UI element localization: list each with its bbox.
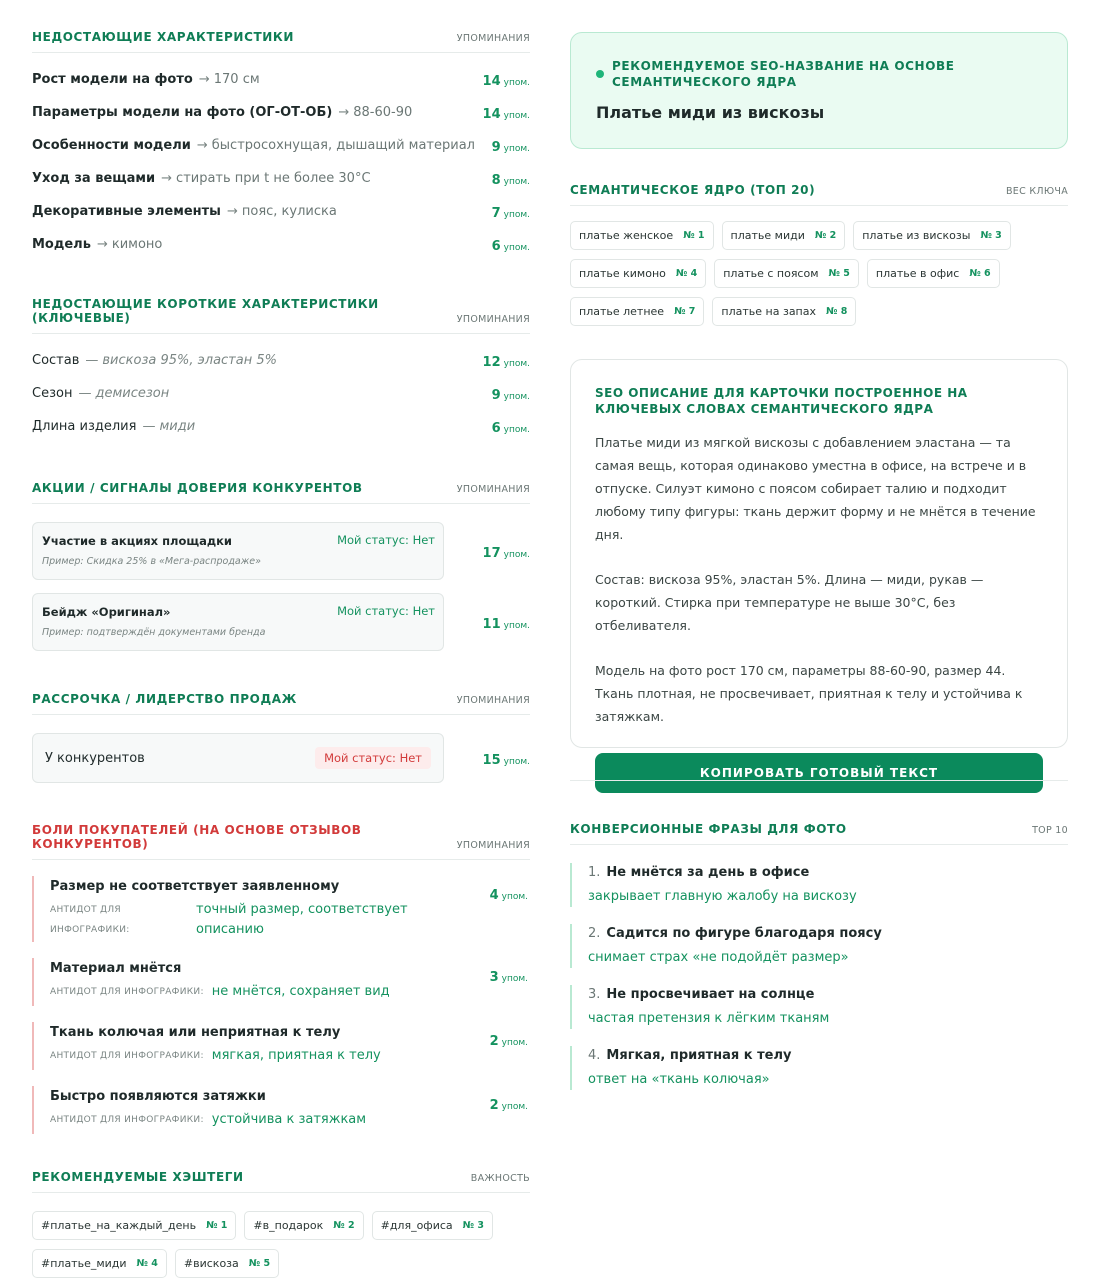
phrase-item [570, 985, 1068, 1029]
antidote-label: АНТИДОТ ДЛЯ ИНФОГРАФИКИ: [50, 987, 204, 997]
keyword-rank: № 6 [969, 268, 991, 279]
hashtag-chip[interactable] [32, 1249, 167, 1278]
pain-antidote [50, 982, 530, 1002]
phrase-text: Не мнётся за день в офисе [606, 865, 810, 880]
phrase-reason: ответ на «ткань колючая» [588, 1072, 770, 1087]
phrase-item [570, 1046, 1068, 1090]
antidote-label: АНТИДОТ ДЛЯ ИНФОГРАФИКИ: [50, 1115, 204, 1125]
mentions-count [490, 1030, 528, 1049]
left-column [32, 30, 530, 1278]
mentions-number: 6 [491, 421, 501, 436]
seo-description-card [570, 359, 1068, 780]
section-title: НЕДОСТАЮЩИЕ КОРОТКИЕ ХАРАКТЕРИСТИКИ (КЛЮЧЕВЫЕ) [32, 297, 379, 325]
pain-item [32, 876, 530, 942]
section-aside: УПОМИНАНИЯ [456, 33, 530, 44]
mentions-suffix: упом. [503, 549, 530, 560]
section-title: РЕКОМЕНДУЕМЫЕ ХЭШТЕГИ [32, 1170, 244, 1184]
characteristic-value: вискоза 95%, эластан 5% [102, 353, 277, 368]
mentions-number: 9 [491, 140, 501, 155]
section-aside: ВАЖНОСТЬ [470, 1173, 530, 1184]
missing-characteristics-section [32, 30, 530, 261]
keyword-text: платье с поясом [723, 267, 819, 280]
mentions-number: 14 [482, 74, 501, 89]
arrow-right-icon: → [198, 72, 210, 87]
characteristic-value: демисезон [95, 386, 170, 401]
mentions-suffix: упом. [503, 243, 530, 253]
description-paragraph: Состав: вискоза 95%, эластан 5%. Длина — миди, рукав — короткий. Стирка при температуре не выше 30°C, без отбеливателя. [595, 572, 984, 633]
my-status: Мой статус: Нет [337, 604, 435, 618]
phrase-reason: частая претензия к лёгким тканям [588, 1011, 830, 1026]
mentions-count [468, 542, 530, 561]
mentions-suffix: упом. [501, 1102, 528, 1112]
characteristic-name: Декоративные элементы [32, 204, 221, 219]
my-status: Мой статус: Нет [337, 533, 435, 547]
hashtag-text: #платье_на_каждый_день [41, 1219, 197, 1232]
mentions-suffix: упом. [501, 974, 528, 984]
antidote-value: устойчива к затяжкам [211, 1112, 367, 1127]
my-status-badge: Мой статус: Нет [315, 747, 431, 769]
installment-row [32, 733, 530, 783]
description-title: SEO ОПИСАНИЕ ДЛЯ КАРТОЧКИ ПОСТРОЕННОЕ НА КЛЮЧЕВЫХ СЛОВАХ СЕМАНТИЧЕСКОГО ЯДРА [595, 386, 968, 416]
semantic-core-list [570, 206, 1068, 326]
keyword-chip[interactable] [853, 221, 1011, 250]
short-characteristic-row [32, 344, 530, 377]
keyword-rank: № 5 [828, 268, 850, 279]
characteristic-name: Уход за вещами [32, 171, 156, 186]
conversion-phrases-section [570, 822, 1068, 1090]
characteristic-value: пояс, кулиска [241, 204, 337, 219]
keyword-text: платье из вискозы [862, 229, 971, 242]
pain-title: Быстро появляются затяжки [50, 1089, 266, 1104]
section-header [32, 692, 530, 715]
section-aside: УПОМИНАНИЯ [456, 314, 530, 325]
mentions-count [490, 1094, 528, 1113]
mentions-number: 2 [489, 1098, 499, 1113]
mentions-suffix: упом. [503, 111, 530, 121]
keyword-text: платье женское [579, 229, 674, 242]
characteristic-value: быстросохнущая, дышащий материал [211, 138, 475, 153]
characteristic-row [32, 96, 530, 129]
phrase-item [570, 863, 1068, 907]
mentions-count [492, 202, 530, 221]
mentions-count [492, 136, 530, 155]
mentions-number: 8 [491, 173, 501, 188]
characteristic-name: Длина изделия [32, 419, 137, 434]
characteristic-name: Особенности модели [32, 138, 191, 153]
pain-antidote [50, 900, 530, 940]
mentions-suffix: упом. [503, 392, 530, 402]
phrase-item [570, 924, 1068, 968]
section-aside: УПОМИНАНИЯ [456, 484, 530, 495]
hashtag-text: #для_офиса [380, 1219, 453, 1232]
hashtag-rank: № 5 [248, 1258, 271, 1269]
keyword-chip[interactable] [570, 221, 714, 250]
antidote-label: АНТИДОТ ДЛЯ ИНФОГРАФИКИ: [50, 1051, 204, 1061]
mentions-count [468, 613, 530, 632]
keyword-text: платье кимоно [579, 267, 666, 280]
mentions-count [483, 351, 530, 370]
keyword-rank: № 3 [980, 230, 1002, 241]
keyword-rank: № 7 [674, 306, 696, 317]
hashtag-rank: № 3 [462, 1220, 485, 1231]
phrase-reason: снимает страх «не подойдёт размер» [588, 950, 849, 965]
characteristic-row [32, 63, 530, 96]
keyword-chip[interactable] [722, 221, 846, 250]
antidote-label-line: ИНФОГРАФИКИ: [50, 925, 130, 935]
hashtag-text: #в_подарок [253, 1219, 324, 1232]
pain-title: Ткань колючая или неприятная к телу [50, 1025, 341, 1040]
phrase-title [588, 1046, 1068, 1066]
mentions-number: 4 [489, 888, 499, 903]
promo-row [32, 522, 530, 580]
mentions-suffix: упом. [501, 892, 528, 902]
hashtag-list [32, 1193, 530, 1278]
customer-pains-section [32, 823, 530, 1134]
mentions-count [483, 70, 530, 89]
section-title: КОНВЕРСИОННЫЕ ФРАЗЫ ДЛЯ ФОТО [570, 822, 847, 836]
hashtag-chip[interactable] [32, 1211, 236, 1240]
mentions-count [492, 169, 530, 188]
keyword-chip[interactable] [712, 297, 856, 326]
section-title: АКЦИИ / СИГНАЛЫ ДОВЕРИЯ КОНКУРЕНТОВ [32, 481, 363, 495]
section-header [32, 30, 530, 53]
section-header [32, 823, 530, 860]
mentions-suffix: упом. [501, 1038, 528, 1048]
mentions-number: 7 [491, 206, 501, 221]
section-title: СЕМАНТИЧЕСКОЕ ЯДРО (ТОП 20) [570, 183, 816, 197]
arrow-right-icon: → [161, 171, 173, 186]
hashtag-rank: № 1 [206, 1220, 228, 1231]
characteristic-name: Модель [32, 237, 91, 252]
pain-item [32, 1086, 530, 1134]
section-aside: УПОМИНАНИЯ [456, 695, 530, 706]
seo-name-card [570, 32, 1068, 149]
phrase-text: Мягкая, приятная к телу [606, 1048, 792, 1063]
characteristic-value: миди [159, 419, 196, 434]
promo-trust-section [32, 481, 530, 651]
mentions-suffix: упом. [503, 620, 530, 631]
mentions-suffix: упом. [503, 144, 530, 154]
section-title: БОЛИ ПОКУПАТЕЛЕЙ (НА ОСНОВЕ ОТЗЫВОВ КОНКУРЕНТОВ) [32, 823, 362, 851]
pain-item [32, 1022, 530, 1070]
characteristic-row [32, 162, 530, 195]
arrow-right-icon: → [196, 138, 208, 153]
section-title: РАССРОЧКА / ЛИДЕРСТВО ПРОДАЖ [32, 692, 297, 706]
section-header [32, 1170, 530, 1193]
keyword-text: платье летнее [579, 305, 665, 318]
description-paragraph: Платье миди из мягкой вискозы с добавлением эластана — та самая вещь, которая одинаково уместна в офисе, на встрече и в отпуске. Силуэт кимоно с поясом собирает талию и подходит любому типу фигуры: ткань держит форму и не мнётся в течение дня. [595, 435, 1036, 542]
semantic-core-section [570, 183, 1068, 326]
mentions-suffix: упом. [503, 359, 530, 369]
antidote-value: мягкая, приятная к телу [211, 1048, 381, 1063]
promo-title: Участие в акциях площадки [42, 534, 232, 548]
pain-title: Материал мнётся [50, 961, 182, 976]
phrase-number: 4. [588, 1048, 601, 1063]
keyword-chip[interactable] [570, 259, 706, 288]
antidote-value: не мнётся, сохраняет вид [211, 984, 390, 999]
phrase-title [588, 924, 1068, 944]
phrase-reason: закрывает главную жалобу на вискозу [588, 889, 857, 904]
mentions-number: 14 [482, 107, 501, 122]
dash-separator: — [78, 386, 92, 401]
mentions-number: 11 [482, 616, 501, 632]
promo-row [32, 593, 530, 651]
seo-name-header [596, 58, 1042, 90]
mentions-count [492, 417, 530, 436]
pain-title: Размер не соответствует заявленному [50, 879, 340, 894]
characteristic-name: Рост модели на фото [32, 72, 193, 87]
characteristic-value: кимоно [111, 237, 163, 252]
keyword-chip[interactable] [714, 259, 859, 288]
hashtag-rank: № 2 [333, 1220, 355, 1231]
right-column [570, 32, 1068, 1090]
section-aside: УПОМИНАНИЯ [456, 840, 530, 851]
hashtag-chip[interactable] [175, 1249, 279, 1278]
mentions-suffix: упом. [503, 177, 530, 187]
short-characteristics-section [32, 297, 530, 443]
short-characteristic-row [32, 377, 530, 410]
mentions-count [490, 966, 528, 985]
promo-title: Бейдж «Оригинал» [42, 605, 171, 619]
promo-example: Пример: подтверждён документами бренда [42, 627, 266, 638]
keyword-text: платье на запах [721, 305, 817, 318]
keyword-chip[interactable] [867, 259, 1000, 288]
mentions-number: 12 [482, 355, 501, 370]
mentions-suffix: упом. [503, 210, 530, 220]
status-dot-icon [596, 70, 604, 78]
mentions-suffix: упом. [503, 756, 530, 767]
section-aside: TOP 10 [1032, 825, 1068, 836]
mentions-count [490, 884, 528, 903]
characteristic-value: 170 см [213, 72, 260, 87]
section-header [570, 822, 1068, 845]
keyword-rank: № 8 [826, 306, 848, 317]
mentions-number: 6 [491, 239, 501, 254]
short-characteristic-row [32, 410, 530, 443]
promo-card [32, 593, 444, 651]
copy-text-button[interactable]: КОПИРОВАТЬ ГОТОВЫЙ ТЕКСТ [595, 753, 1043, 793]
phrase-number: 2. [588, 926, 601, 941]
arrow-right-icon: → [338, 105, 350, 120]
mentions-suffix: упом. [503, 425, 530, 435]
installment-card [32, 733, 444, 783]
section-header [32, 297, 530, 334]
dash-separator: — [85, 353, 99, 368]
characteristic-name: Состав [32, 353, 80, 368]
characteristic-row [32, 228, 530, 261]
section-title: НЕДОСТАЮЩИЕ ХАРАКТЕРИСТИКИ [32, 30, 294, 44]
seo-name-label: РЕКОМЕНДУЕМОЕ SEO-НАЗВАНИЕ НА ОСНОВЕ СЕМАНТИЧЕСКОГО ЯДРА [612, 59, 955, 89]
dash-separator: — [142, 419, 156, 434]
short-characteristics-list [32, 334, 530, 443]
phrase-title [588, 985, 1068, 1005]
hashtag-chip[interactable] [372, 1211, 493, 1240]
mentions-count [483, 103, 530, 122]
phrase-number: 3. [588, 987, 601, 1002]
mentions-suffix: упом. [503, 78, 530, 88]
divider [570, 780, 1068, 781]
pain-antidote [50, 1046, 530, 1066]
antidote-label [50, 900, 188, 940]
phrase-title [588, 863, 1068, 883]
mentions-number: 17 [482, 545, 501, 561]
characteristic-row [32, 195, 530, 228]
characteristic-value: 88-60-90 [353, 105, 413, 120]
characteristics-list [32, 53, 530, 261]
section-header [570, 183, 1068, 206]
arrow-right-icon: → [96, 237, 108, 252]
mentions-number: 2 [489, 1034, 499, 1049]
antidote-label-line: АНТИДОТ ДЛЯ [50, 905, 121, 915]
keyword-rank: № 4 [675, 268, 698, 279]
keyword-text: платье миди [730, 229, 805, 242]
installment-section [32, 692, 530, 783]
hashtag-text: #платье_миди [41, 1257, 127, 1270]
arrow-right-icon: → [226, 204, 238, 219]
mentions-count [468, 749, 530, 768]
characteristic-name: Параметры модели на фото (ОГ-ОТ-ОБ) [32, 105, 333, 120]
characteristic-name: Сезон [32, 386, 73, 401]
section-aside: ВЕС КЛЮЧА [1005, 186, 1068, 197]
description-paragraph: Модель на фото рост 170 см, параметры 88-60-90, размер 44. Ткань плотная, не просвечивает, приятная к телу и устойчива к затяжкам. [595, 663, 1023, 724]
keyword-rank: № 2 [814, 230, 837, 241]
mentions-count [492, 235, 530, 254]
characteristic-row [32, 129, 530, 162]
installment-label: У конкурентов [45, 750, 145, 766]
section-header [32, 481, 530, 504]
promo-example: Пример: Скидка 25% в «Мега-распродаже» [42, 556, 261, 567]
mentions-count [492, 384, 530, 403]
keyword-chip[interactable] [570, 297, 704, 326]
hashtag-rank: № 4 [136, 1258, 158, 1269]
phrase-text: Не просвечивает на солнце [606, 987, 815, 1002]
hashtag-text: #вискоза [183, 1257, 239, 1270]
phrase-text: Садится по фигуре благодаря поясу [606, 926, 882, 941]
mentions-number: 9 [491, 388, 501, 403]
keyword-rank: № 1 [683, 230, 705, 241]
antidote-value: точный размер, соответствует описанию [196, 902, 408, 937]
mentions-number: 3 [489, 970, 499, 985]
pain-item [32, 958, 530, 1006]
keyword-text: платье в офис [875, 267, 960, 280]
hashtags-section [32, 1170, 530, 1278]
characteristic-value: стирать при t не более 30°C [176, 171, 371, 186]
phrase-number: 1. [588, 865, 601, 880]
seo-name-value: Платье миди из вискозы [596, 103, 825, 122]
mentions-number: 15 [482, 752, 501, 768]
promo-card [32, 522, 444, 580]
hashtag-chip[interactable] [244, 1211, 363, 1240]
pain-antidote [50, 1110, 530, 1130]
